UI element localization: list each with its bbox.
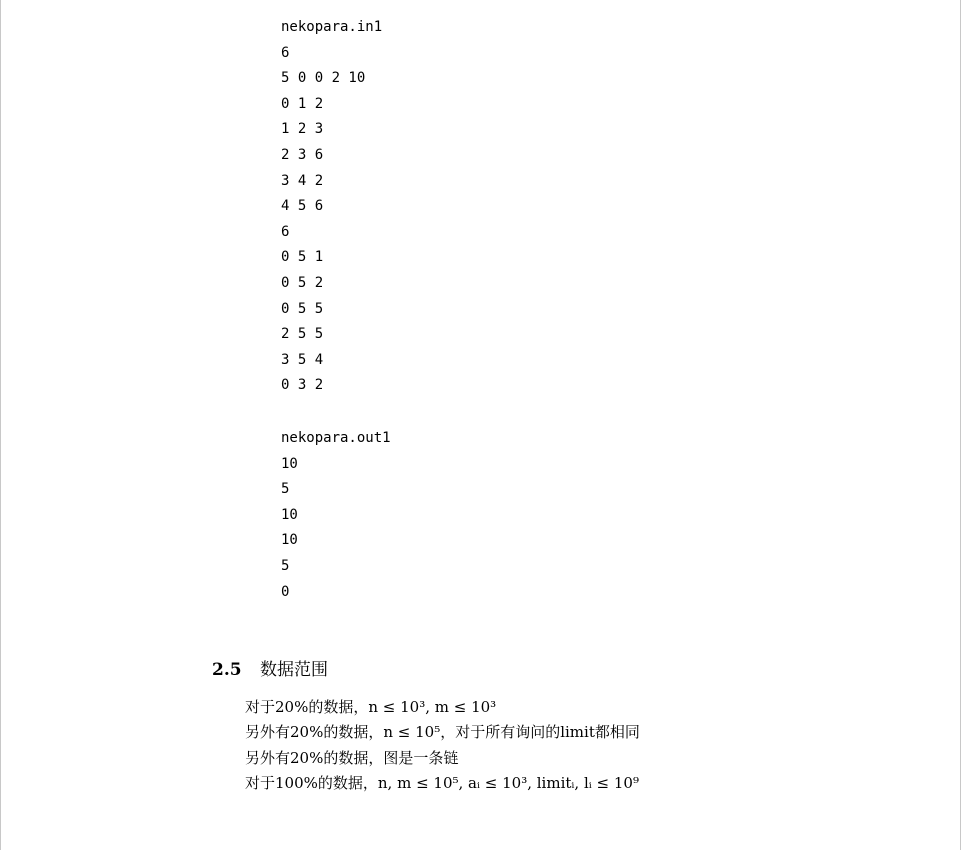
sample-output-line: 10	[281, 532, 298, 549]
sample-output-block	[281, 426, 391, 605]
sample-input-line: 5 0 0 2 10	[281, 70, 366, 87]
sample-input-line: 6	[281, 223, 290, 240]
sample-input-line: 4 5 6	[281, 198, 324, 215]
sample-input-block	[281, 15, 382, 399]
sample-input-line: 3 5 4	[281, 351, 324, 368]
sample-output-line: 5	[281, 557, 290, 574]
constraint-line: 对于20%的数据，n ≤ 10³, m ≤ 10³	[245, 698, 497, 716]
constraint-line: 另外有20%的数据，n ≤ 10⁵，对于所有询问的limit都相同	[245, 723, 640, 742]
sample-input-line: 0 1 2	[281, 95, 324, 112]
sample-input-line: 0 3 2	[281, 377, 324, 394]
sample-input-line: 1 2 3	[281, 121, 324, 138]
sample-output-line: 10	[281, 455, 298, 472]
section-heading	[212, 658, 328, 682]
sample-input-filename: nekopara.in1	[281, 19, 383, 35]
constraint-line: 另外有20%的数据，图是一条链	[245, 748, 459, 767]
sample-output-line: 10	[281, 506, 298, 523]
sample-output-line: 5	[281, 481, 290, 498]
sample-input-line: 2 5 5	[281, 326, 324, 343]
sample-input-line: 6	[281, 44, 290, 61]
sample-input-line: 0 5 1	[281, 249, 324, 266]
sample-input-line: 0 5 2	[281, 274, 324, 291]
sample-input-line: 2 3 6	[281, 146, 324, 163]
sample-output-filename: nekopara.out1	[281, 430, 391, 446]
sample-output-line: 0	[281, 583, 290, 600]
section-title: 数据范围	[260, 660, 328, 680]
constraint-line: 对于100%的数据，n, m ≤ 10⁵, aᵢ ≤ 10³, limitᵢ, lᵢ ≤ 10⁹	[245, 774, 639, 793]
section-number: 2.5	[212, 660, 242, 680]
sample-input-line: 0 5 5	[281, 300, 324, 317]
constraints-list	[245, 695, 640, 797]
sample-input-line: 3 4 2	[281, 172, 324, 189]
